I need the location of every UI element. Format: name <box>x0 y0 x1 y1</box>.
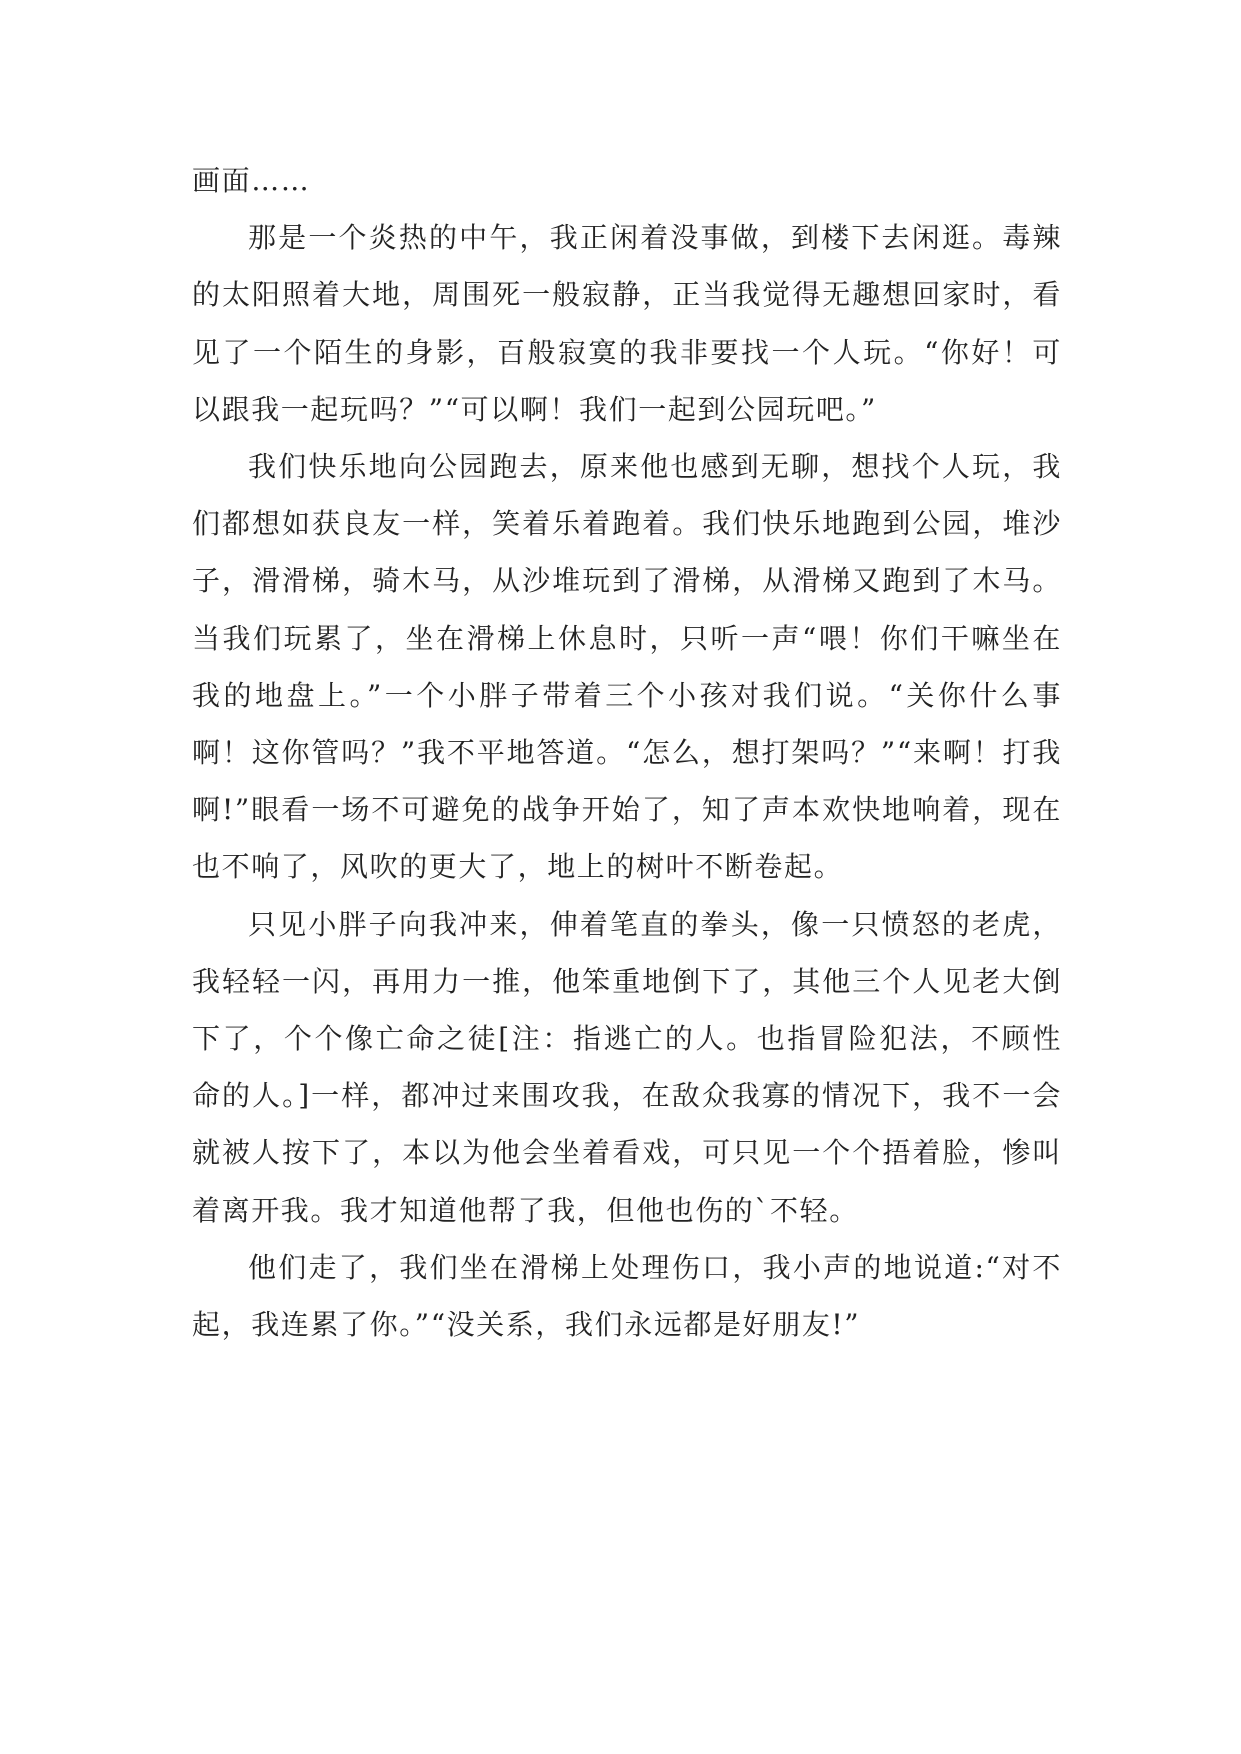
paragraph-fragment: 画面…… <box>192 164 311 197</box>
paragraph: 我们快乐地向公园跑去，原来他也感到无聊，想找个人玩，我们都想如获良友一样，笑着乐着跑着。我们快乐地跑到公园，堆沙子，滑滑梯，骑木马，从沙堆玩到了滑梯，从滑梯又跑到了木马。当我们玩累了，坐在滑梯上休息时，只听一声“喂！你们干嘛坐在我的地盘上。”一个小胖子带着三个小孩对我们说。“关你什么事啊！这你管吗？”我不平地答道。“怎么，想打架吗？”“来啊！打我啊!”眼看一场不可避免的战争开始了，知了声本欢快地响着，现在也不响了，风吹的更大了，地上的树叶不断卷起。 <box>192 450 1062 884</box>
paragraph: 只见小胖子向我冲来，伸着笔直的拳头，像一只愤怒的老虎，我轻轻一闪，再用力一推，他笨重地倒下了，其他三个人见老大倒下了，个个像亡命之徒[注：指逃亡的人。也指冒险犯法，不顾性命的人。]一样，都冲过来围攻我，在敌众我寡的情况下，我不一会就被人按下了，本以为他会坐着看戏，可只见一个个捂着脸，惨叫着离开我。我才知道他帮了我，但他也伤的`不轻。 <box>192 907 1062 1227</box>
paragraph: 那是一个炎热的中午，我正闲着没事做，到楼下去闲逛。毒辣的太阳照着大地，周围死一般寂静，正当我觉得无趣想回家时，看见了一个陌生的身影，百般寂寞的我非要找一个人玩。“你好！可以跟我一起玩吗？”“可以啊！我们一起到公园玩吧。” <box>192 221 1062 426</box>
article-body <box>192 152 1062 1353</box>
paragraph: 他们走了，我们坐在滑梯上处理伤口，我小声的地说道:“对不起，我连累了你。”“没关系，我们永远都是好朋友!” <box>192 1250 1062 1342</box>
